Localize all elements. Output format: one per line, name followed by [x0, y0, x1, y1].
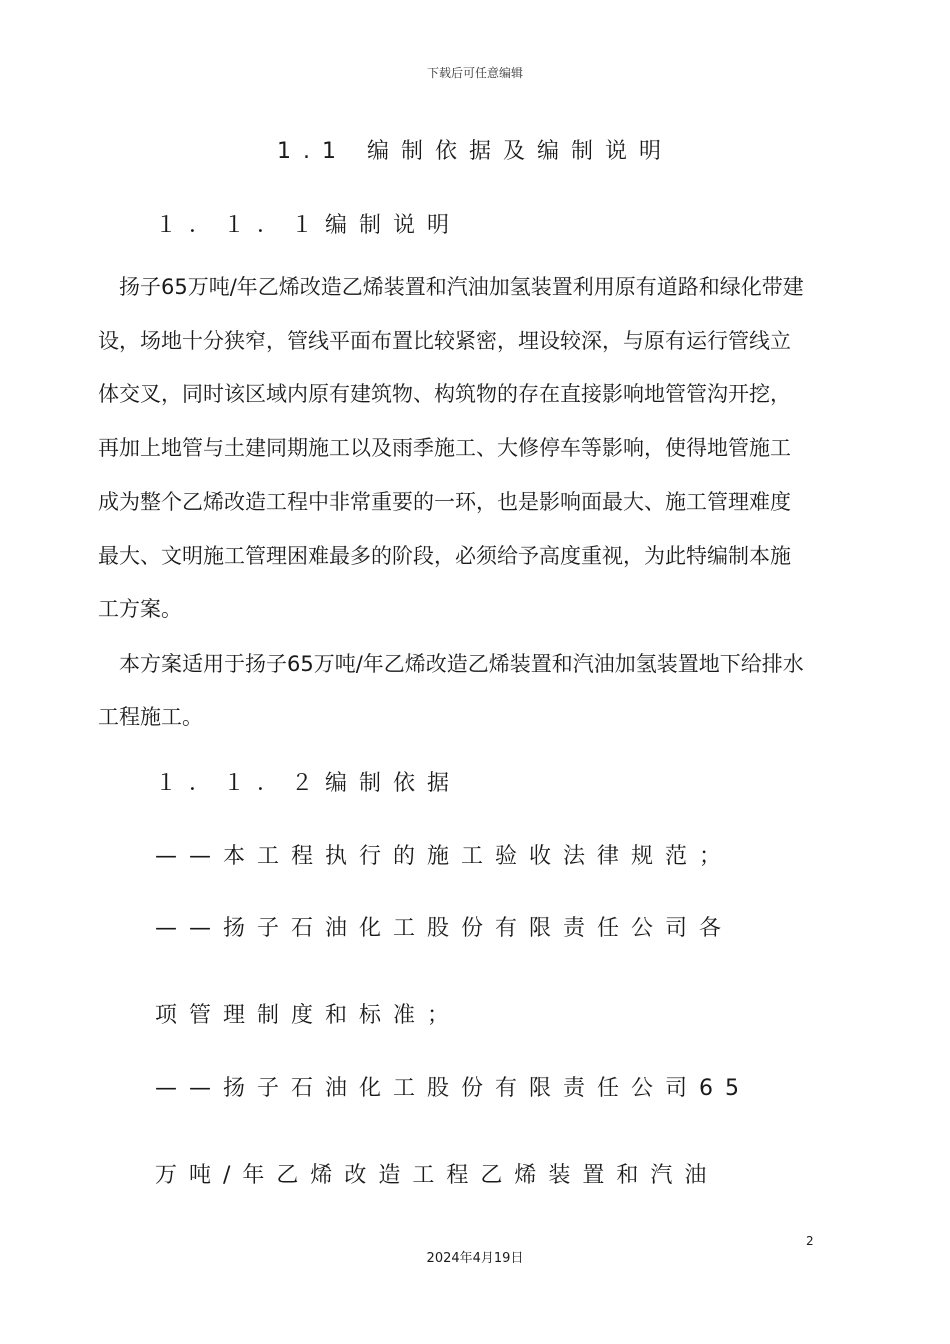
- body-paragraph-2: 本方案适用于扬子65万吨/年乙烯改造乙烯装置和汽油加氢装置地下给排水工程施工。: [98, 652, 804, 729]
- body-paragraph-1: 扬子65万吨/年乙烯改造乙烯装置和汽油加氢装置利用原有道路和绿化带建设，场地十分狭窄，管线平面布置比较紧密，埋设较深，与原有运行管线立体交叉，同时该区域内原有建筑物、构筑物的存在直接影响地管管沟开挖，再加上地管与土建同期施工以及雨季施工、大修停车等影响，使得地管施工成为整个乙烯改造工程中非常重要的一环，也是影响面最大、施工管理难度最大、文明施工管理困难最多的阶段，必须给予高度重视，为此特编制本施工方案。: [98, 275, 804, 622]
- basis-item-1: ——本工程执行的施工验收法律规范；: [155, 844, 734, 869]
- footer-date: 2024年4月19日: [426, 1251, 524, 1266]
- basis-item-2-continued: 项管理制度和标准；: [155, 1003, 462, 1028]
- basis-item-2: ——扬子石油化工股份有限责任公司各: [155, 916, 734, 941]
- subsection-heading-1: １．１．１编制说明: [155, 213, 462, 238]
- basis-item-3: ——扬子石油化工股份有限责任公司65: [155, 1076, 751, 1101]
- basis-item-3-continued: 万吨/年乙烯改造工程乙烯装置和汽油: [155, 1163, 719, 1188]
- page-number: 2: [806, 1234, 814, 1248]
- subsection-heading-2: １．１．２编制依据: [155, 771, 462, 796]
- header-note: 下载后可任意编辑: [426, 66, 523, 80]
- section-title: 1.1 编制依据及编制说明: [277, 139, 673, 164]
